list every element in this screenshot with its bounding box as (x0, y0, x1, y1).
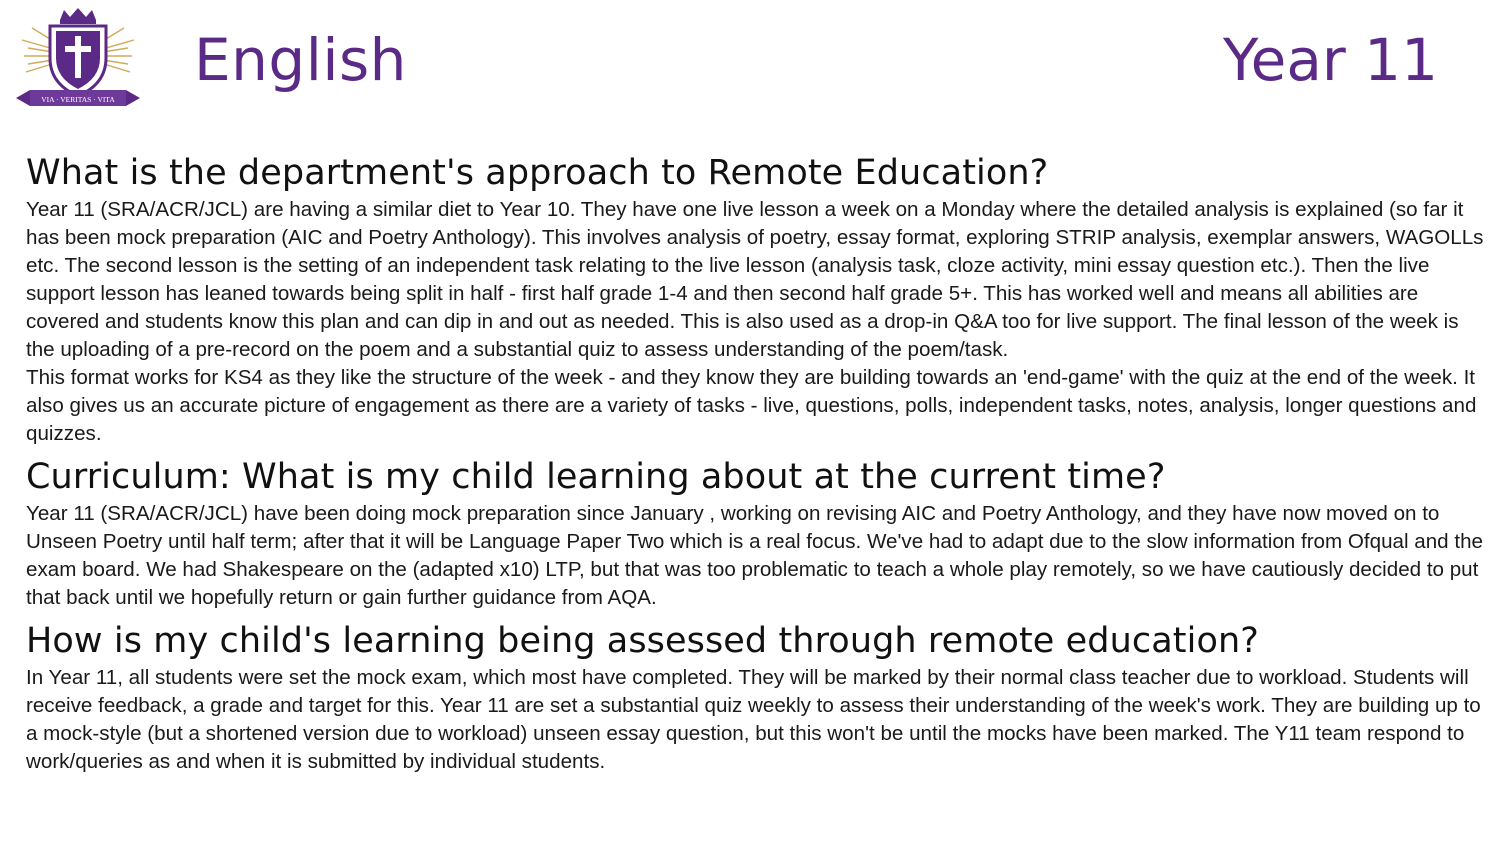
section-paragraph: This format works for KS4 as they like the structure of the week - and they know they are building towards an 'end-game' with the quiz at the end of the week. It also gives us an accurate picture of engagement as there are a variety of tasks - live, questions, polls, independent tasks, notes, analysis, longer questions and quizzes. (26, 366, 1477, 445)
school-crest-logo (12, 6, 144, 114)
section-remote-approach (26, 150, 1488, 448)
section-heading: How is my child's learning being assessed through remote education? (26, 621, 1259, 661)
subject-title: English (194, 26, 407, 94)
section-curriculum (26, 454, 1488, 612)
crest-motto: VIA · VERITAS · VITA (41, 95, 115, 104)
section-heading: Curriculum: What is my child learning about at the current time? (26, 457, 1166, 497)
year-title: Year 11 (1222, 26, 1438, 94)
content-area (26, 150, 1488, 776)
section-paragraph: In Year 11, all students were set the mock exam, which most have completed. They will be marked by their normal class teacher due to workload. Students will receive feedback, a grade and target for this. Year 11 are set a substantial quiz weekly to assess their understanding of the week's work. They are building up to a mock-style (but a shortened version due to workload) unseen essay question, but this won't be until the mocks have been marked. The Y11 team respond to work/queries as and when it is submitted by individual students. (26, 666, 1481, 773)
section-paragraph: Year 11 (SRA/ACR/JCL) are having a similar diet to Year 10. They have one live lesson a week on a Monday where the detailed analysis is explained (so far it has been mock preparation (AIC and Poetry Anthology). This involves analysis of poetry, essay format, exploring STRIP analysis, exemplar answers, WAGOLLs etc. The second lesson is the setting of an independent task relating to the live lesson (analysis task, cloze activity, mini essay question etc.). Then the live support lesson has leaned towards being split in half - first half grade 1-4 and then second half grade 5+. This has worked well and means all abilities are covered and students know this plan and can dip in and out as needed. This is also used as a drop-in Q&A too for live support. The final lesson of the week is the uploading of a pre-record on the poem and a substantial quiz to assess understanding of the poem/task. (26, 198, 1484, 361)
section-paragraph: Year 11 (SRA/ACR/JCL) have been doing mock preparation since January , working on revising AIC and Poetry Anthology, and they have now moved on to Unseen Poetry until half term; after that it will be Language Paper Two which is a real focus. We've had to adapt due to the slow information from Ofqual and the exam board. We had Shakespeare on the (adapted x10) LTP, but that was too problematic to teach a whole play remotely, so we have cautiously decided to put that back until we hopefully return or gain further guidance from AQA. (26, 502, 1483, 609)
section-heading: What is the department's approach to Remote Education? (26, 153, 1049, 193)
section-assessment (26, 618, 1488, 776)
